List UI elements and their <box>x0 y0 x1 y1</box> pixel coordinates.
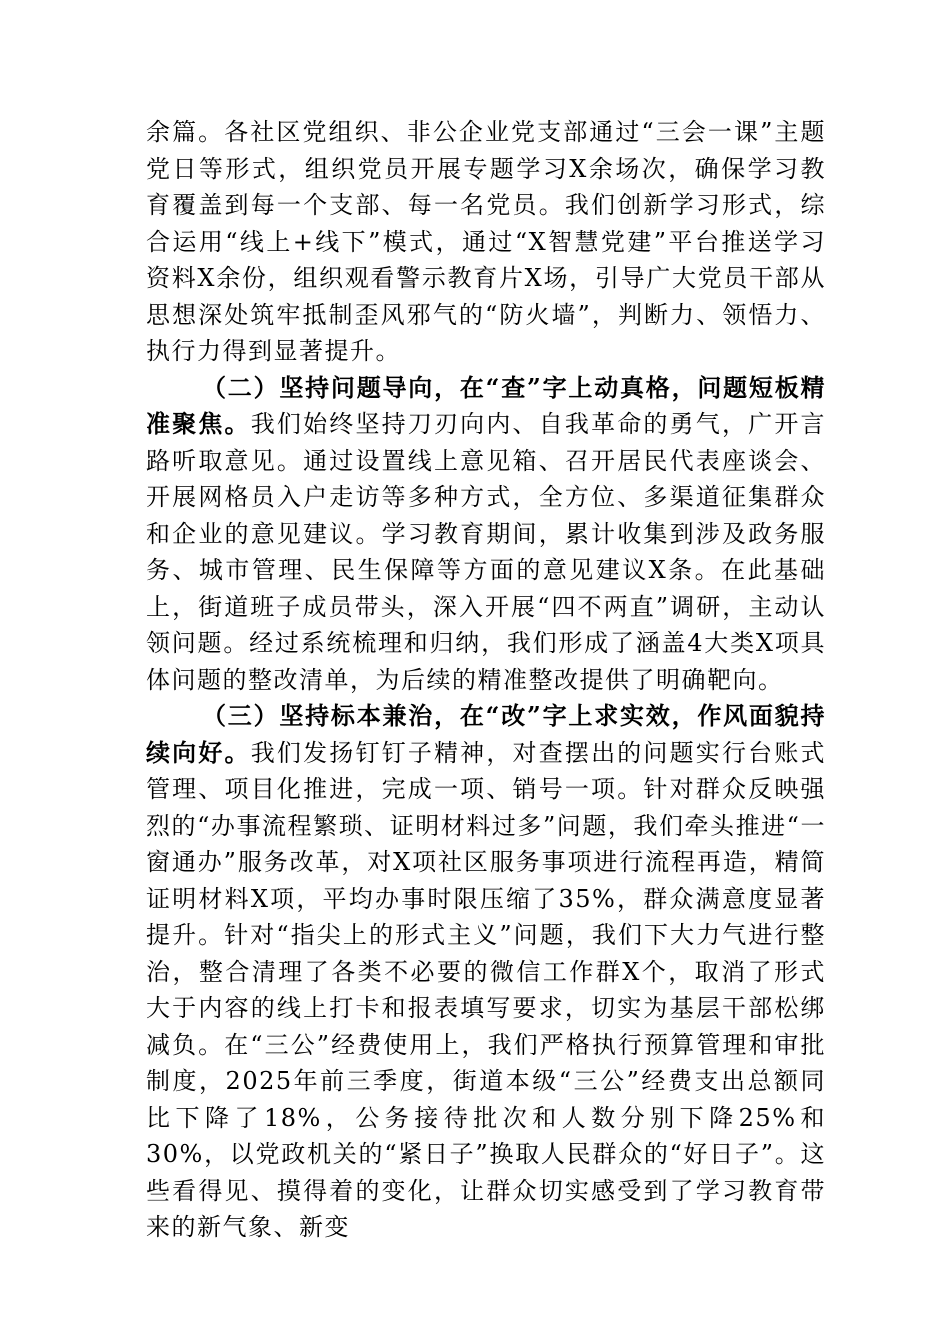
paragraph-section-2 <box>146 370 826 699</box>
paragraph-text: 我们始终坚持刀刃向内、自我革命的勇气，广开言路听取意见。通过设置线上意见箱、召开居民代表座谈会、开展网格员入户走访等多种方式，全方位、多渠道征集群众和企业的意见建议。学习教育期间，累计收集到涉及政务服务、城市管理、民生保障等方面的意见建议X条。在此基础上，街道班子成员带头，深入开展“四不两直”调研，主动认领问题。经过系统梳理和归纳，我们形成了涵盖4大类X项具体问题的整改清单，为后续的精准整改提供了明确靶向。 <box>146 410 827 694</box>
paragraph-text: 我们发扬钉钉子精神，对查摆出的问题实行台账式管理、项目化推进，完成一项、销号一项。针对群众反映强烈的“办事流程繁琐、证明材料过多”问题，我们牵头推进“一窗通办”服务改革，对X项社区服务事项进行流程再造，精简证明材料X项，平均办事时限压缩了35%，群众满意度显著提升。针对“指尖上的形式主义”问题，我们下大力气进行整治，整合清理了各类不必要的微信工作群X个，取消了形式大于内容的线上打卡和报表填写要求，切实为基层干部松绑减负。在“三公”经费使用上，我们严格执行预算管理和审批制度，2025年前三季度，街道本级“三公”经费支出总额同比下降了18%，公务接待批次和人数分别下降25%和30%，以党政机关的“紧日子”换取人民群众的“好日子”。这些看得见、摸得着的变化，让群众切实感受到了学习教育带来的新气象、新变 <box>146 738 827 1241</box>
paragraph-section-3 <box>146 698 826 1246</box>
paragraph-text: 余篇。各社区党组织、非公企业党支部通过“三会一课”主题党日等形式，组织党员开展专题学习X余场次，确保学习教育覆盖到每一个支部、每一名党员。我们创新学习形式，综合运用“线上+线下”模式，通过“X智慧党建”平台推送学习资料X余份，组织观看警示教育片X场，引导广大党员干部从思想深处筑牢抵制歪风邪气的“防火墙”，判断力、领悟力、执行力得到显著提升。 <box>146 118 826 365</box>
section-heading: （三）坚持标本兼治，在“改”字上求实效，作风面貌持续向好。 <box>146 701 826 767</box>
document-page <box>146 114 826 1246</box>
paragraph-continuation <box>146 114 826 370</box>
section-heading: （二）坚持问题导向，在“查”字上动真格，问题短板精准聚焦。 <box>146 372 826 438</box>
